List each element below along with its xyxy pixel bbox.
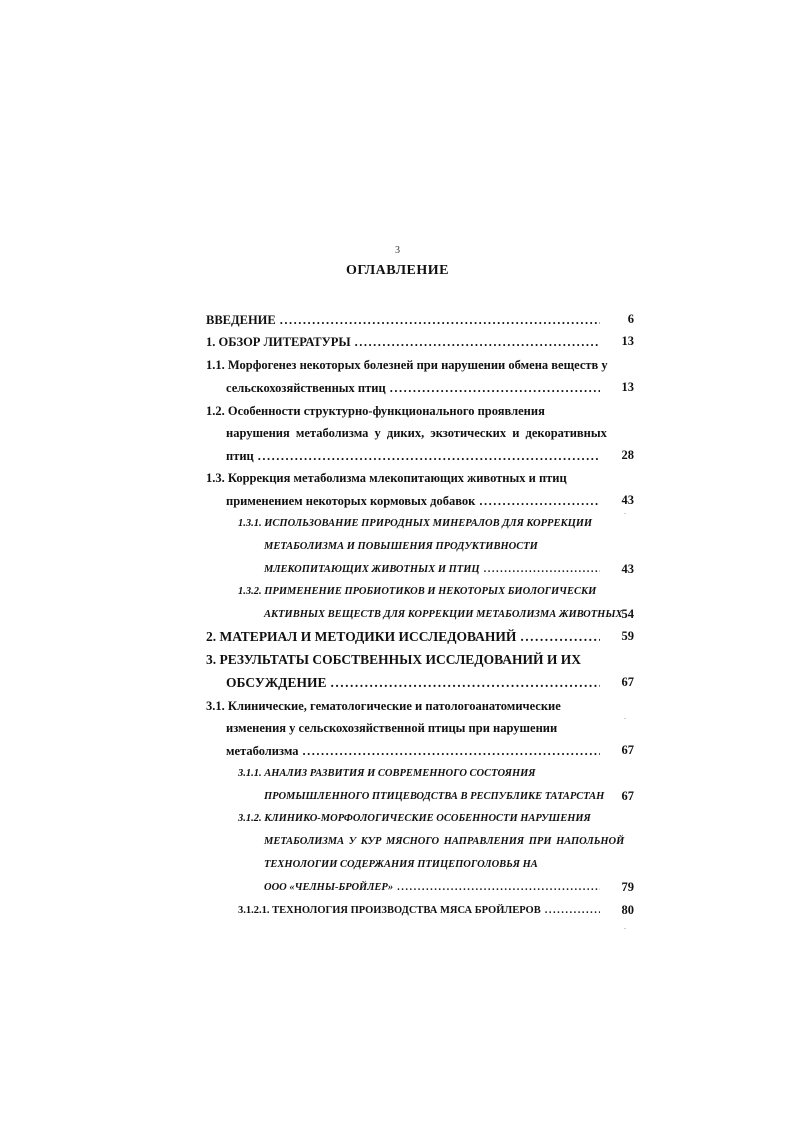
toc-entry: 3.1.2.1. ТЕХНОЛОГИЯ ПРОИЗВОДСТВА МЯСА БРОЙЛЕРОВ ..... (238, 903, 604, 919)
toc-page-number: 54 (621, 607, 634, 621)
toc-entry: птиц ..... (226, 448, 604, 464)
toc-entry: 2. МАТЕРИАЛ И МЕТОДИКИ ИССЛЕДОВАНИЙ ..... (206, 629, 604, 645)
toc-page-number: 13 (621, 380, 634, 394)
toc-entry: 3.1.2. КЛИНИКО-МОРФОЛОГИЧЕСКИЕ ОСОБЕННОСТИ НАРУШЕНИЯ (238, 813, 591, 824)
dot-leader (330, 675, 600, 691)
toc-page-number: 67 (621, 675, 634, 689)
toc-entry: изменения у сельскохозяйственной птицы при нарушении (226, 721, 558, 735)
toc-entry: применением некоторых кормовых добавок ..... (226, 493, 604, 509)
dot-leader (484, 562, 600, 578)
toc-entry: сельскохозяйственных птиц ..... (226, 380, 604, 396)
toc-page-number: 28 (621, 448, 634, 462)
toc-page-number: 59 (621, 629, 634, 643)
dot-leader (390, 380, 600, 396)
toc-entry: 1.1. Морфогенез некоторых болезней при нарушении обмена веществ у (206, 358, 608, 372)
toc-page-number: 79 (621, 880, 634, 894)
toc-page-number: 13 (621, 334, 634, 348)
toc-page-number: 43 (621, 493, 634, 507)
toc-entry: нарушения метаболизма у диких, экзотических и декоративных (226, 426, 607, 440)
dot-leader (479, 493, 600, 509)
dot-leader (545, 903, 600, 919)
toc-page-number: 43 (621, 562, 634, 576)
toc-entry: МЕТАБОЛИЗМА У КУР МЯСНОГО НАПРАВЛЕНИЯ ПРИ НАПОЛЬНОЙ (264, 836, 625, 847)
toc-entry: АКТИВНЫХ ВЕЩЕСТВ ДЛЯ КОРРЕКЦИИ МЕТАБОЛИЗМА ЖИВОТНЫХ (264, 609, 623, 620)
toc-entry: МЕТАБОЛИЗМА И ПОВЫШЕНИЯ ПРОДУКТИВНОСТИ (264, 541, 538, 552)
toc-entry: ПРОМЫШЛЕННОГО ПТИЦЕВОДСТВА В РЕСПУБЛИКЕ ТАТАРСТАН (264, 791, 605, 802)
scan-speck (624, 928, 626, 929)
toc-entry: ООО «ЧЕЛНЫ-БРОЙЛЕР» ..... (264, 880, 604, 896)
dot-leader (520, 629, 600, 645)
toc-page-number: 67 (621, 743, 634, 757)
toc-entry: ОБСУЖДЕНИЕ ..... (226, 675, 604, 691)
toc-entry: 1.2. Особенности структурно-функционального проявления (206, 404, 545, 418)
page-number: 3 (395, 245, 400, 256)
toc-entry: 3.1.1. АНАЛИЗ РАЗВИТИЯ И СОВРЕМЕННОГО СОСТОЯНИЯ (238, 768, 536, 779)
toc-entry: ТЕХНОЛОГИИ СОДЕРЖАНИЯ ПТИЦЕПОГОЛОВЬЯ НА (264, 859, 538, 870)
scan-speck (624, 718, 626, 719)
toc-page-number: 80 (621, 903, 634, 917)
toc-entry: метаболизма ..... (226, 743, 604, 759)
scan-speck (624, 513, 626, 514)
toc-entry: 1.3.1. ИСПОЛЬЗОВАНИЕ ПРИРОДНЫХ МИНЕРАЛОВ ДЛЯ КОРРЕКЦИИ (238, 518, 593, 529)
dot-leader (397, 880, 600, 896)
toc-entry: 3.1. Клинические, гематологические и патологоанатомические (206, 699, 561, 713)
toc-title: ОГЛАВЛЕНИЕ (346, 263, 449, 278)
toc-entry: 3. РЕЗУЛЬТАТЫ СОБСТВЕННЫХ ИССЛЕДОВАНИЙ И ИХ (206, 652, 581, 667)
dot-leader (280, 312, 600, 328)
toc-page-number: 6 (627, 312, 634, 326)
toc-entry: МЛЕКОПИТАЮЩИХ ЖИВОТНЫХ И ПТИЦ ..... (264, 562, 604, 578)
dot-leader (355, 334, 600, 350)
toc-entry: 1. ОБЗОР ЛИТЕРАТУРЫ ..... (206, 334, 604, 350)
dot-leader (303, 743, 600, 759)
toc-entry: 1.3.2. ПРИМЕНЕНИЕ ПРОБИОТИКОВ И НЕКОТОРЫХ БИОЛОГИЧЕСКИ (238, 586, 597, 597)
toc-entry: ВВЕДЕНИЕ ..... (206, 312, 604, 328)
toc-page-number: 67 (621, 789, 634, 803)
dot-leader (258, 448, 600, 464)
toc-entry: 1.3. Коррекция метаболизма млекопитающих животных и птиц (206, 471, 567, 485)
